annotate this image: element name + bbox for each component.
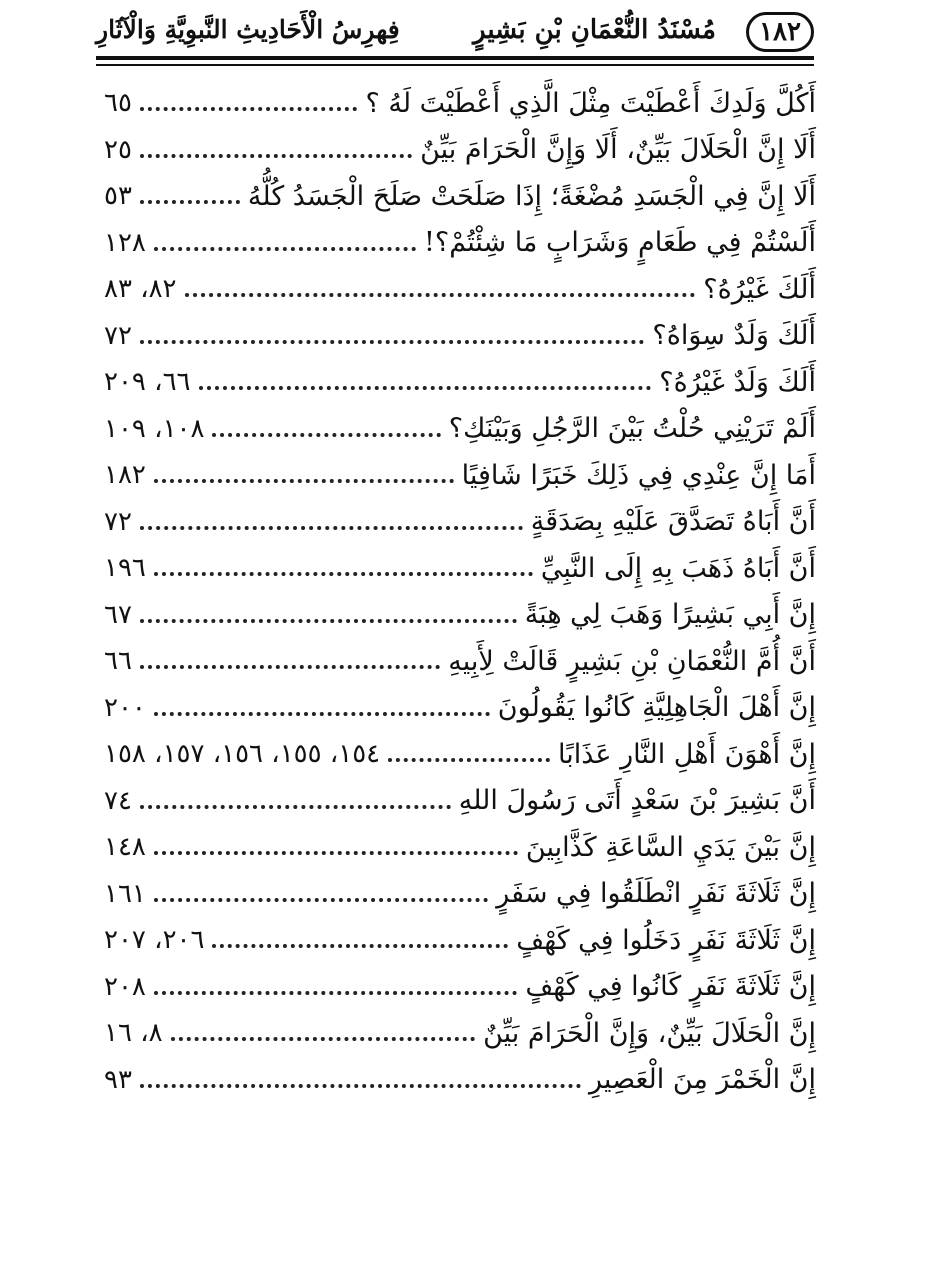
dot-leader bbox=[140, 1084, 581, 1088]
index-entry bbox=[104, 778, 816, 825]
index-entry bbox=[104, 1010, 816, 1057]
dot-leader bbox=[199, 386, 652, 390]
header-rule-thin bbox=[96, 64, 814, 66]
index-entry bbox=[104, 871, 816, 918]
entry-text: أَنَّ أَبَاهُ ذَهَبَ بِهِ إِلَى النَّبِيِّ bbox=[540, 552, 816, 584]
index-entry bbox=[104, 452, 816, 499]
entry-pages: ٥٣ bbox=[104, 181, 132, 212]
index-entry bbox=[104, 173, 816, 220]
dot-leader bbox=[140, 154, 412, 158]
entry-text: أَنَّ بَشِيرَ بْنَ سَعْدٍ أَتَى رَسُولَ اللهِ bbox=[458, 785, 816, 817]
dot-leader bbox=[140, 619, 517, 623]
index-entry bbox=[104, 685, 816, 732]
dot-leader bbox=[140, 665, 440, 669]
entry-pages: ١٨٢ bbox=[104, 460, 146, 491]
dot-leader bbox=[140, 805, 451, 809]
entry-text: أَلَكَ وَلَدٌ غَيْرُهُ؟ bbox=[659, 366, 816, 398]
dot-leader bbox=[171, 1037, 476, 1041]
index-title: فِهرِسُ الْأَحَادِيثِ النَّبوِيَّةِ وَالْآثَارِ bbox=[96, 15, 400, 44]
dot-leader bbox=[154, 479, 454, 483]
entry-pages: ٦٦ bbox=[104, 646, 132, 677]
dot-leader bbox=[154, 898, 488, 902]
page-header bbox=[96, 8, 814, 56]
entry-pages: ١٦١ bbox=[104, 878, 146, 909]
entry-text: أَكُلَّ وَلَدِكَ أَعْطَيْتَ مِثْلَ الَّذِي أَعْطَيْتَ لَهُ ؟ bbox=[365, 87, 816, 119]
dot-leader bbox=[140, 107, 358, 111]
index-entry bbox=[104, 824, 816, 871]
dot-leader bbox=[140, 526, 523, 530]
index-entry bbox=[104, 917, 816, 964]
index-entry bbox=[104, 313, 816, 360]
entry-text: أَلَا إِنَّ فِي الْجَسَدِ مُضْغَةً؛ إِذَا صَلَحَتْ صَلَحَ الْجَسَدُ كُلُّهُ bbox=[247, 180, 816, 212]
entry-text: إِنَّ الْخَمْرَ مِنَ الْعَصِيرِ bbox=[589, 1064, 816, 1096]
header-rule-thick bbox=[96, 56, 814, 60]
dot-leader bbox=[140, 200, 240, 204]
entry-pages: ٢٥ bbox=[104, 134, 132, 165]
entry-text: أَنَّ أَبَاهُ تَصَدَّقَ عَلَيْهِ بِصَدَقَةٍ bbox=[530, 506, 816, 538]
index-entry bbox=[104, 545, 816, 592]
entry-pages: ٦٦، ٢٠٩ bbox=[104, 367, 191, 398]
index-entry bbox=[104, 592, 816, 639]
entry-pages: ٧٤ bbox=[104, 785, 132, 816]
dot-leader bbox=[388, 758, 550, 762]
entry-pages: ٦٥ bbox=[104, 88, 132, 119]
index-entry bbox=[104, 964, 816, 1011]
entry-text: إِنَّ أَهْلَ الْجَاهِلِيَّةِ كَانُوا يَقُولُونَ bbox=[497, 692, 816, 724]
dot-leader bbox=[154, 991, 517, 995]
entry-pages: ٢٠٦، ٢٠٧ bbox=[104, 925, 205, 956]
entry-pages: ٨٢، ٨٣ bbox=[104, 274, 177, 305]
running-head: مُسْنَدُ النُّعْمَانِ بْنِ بَشِيرٍ bbox=[472, 15, 716, 45]
index-entry bbox=[104, 499, 816, 546]
entry-pages: ٧٢ bbox=[104, 320, 132, 351]
dot-leader bbox=[154, 712, 490, 716]
entry-pages: ١٢٨ bbox=[104, 227, 146, 258]
entry-text: أَنَّ أُمَّ النُّعْمَانِ بْنِ بَشِيرٍ قَالَتْ لِأَبِيهِ bbox=[448, 645, 816, 677]
index-entry bbox=[104, 1057, 816, 1104]
entry-pages: ١٠٨، ١٠٩ bbox=[104, 413, 205, 444]
entry-pages: ١٥٤، ١٥٥، ١٥٦، ١٥٧، ١٥٨ bbox=[104, 739, 381, 770]
index-entry bbox=[104, 638, 816, 685]
entry-text: أَلَكَ وَلَدٌ سِوَاهُ؟ bbox=[652, 320, 816, 352]
entry-pages: ٧٢ bbox=[104, 506, 132, 537]
entry-text: إِنَّ ثَلَاثَةَ نَفَرٍ انْطَلَقُوا فِي سَفَرٍ bbox=[496, 878, 816, 910]
index-entry bbox=[104, 220, 816, 267]
entry-text: أَلَا إِنَّ الْحَلَالَ بَيِّنٌ، أَلَا وَإِنَّ الْحَرَامَ بَيِّنٌ bbox=[420, 134, 816, 166]
index-entry bbox=[104, 266, 816, 313]
entry-text: أَمَا إِنَّ عِنْدِي فِي ذَلِكَ خَبَرًا شَافِيًا bbox=[461, 459, 816, 491]
entry-text: إِنَّ بَيْنَ يَدَيِ السَّاعَةِ كَذَّابِينَ bbox=[525, 831, 816, 863]
dot-leader bbox=[154, 572, 533, 576]
entry-text: إِنَّ ثَلَاثَةَ نَفَرٍ دَخَلُوا فِي كَهْفٍ bbox=[516, 924, 816, 956]
dot-leader bbox=[185, 293, 696, 297]
dot-leader bbox=[154, 247, 416, 251]
entry-pages: ٨، ١٦ bbox=[104, 1018, 163, 1049]
page-number: ١٨٢ bbox=[746, 12, 814, 52]
entry-text: إِنَّ أَبِي بَشِيرًا وَهَبَ لِي هِبَةً bbox=[524, 599, 816, 631]
entry-pages: ٦٧ bbox=[104, 599, 132, 630]
index-entry bbox=[104, 406, 816, 453]
entry-pages: ١٤٨ bbox=[104, 832, 146, 863]
dot-leader bbox=[212, 433, 440, 437]
entry-text: إِنَّ ثَلَاثَةَ نَفَرٍ كَانُوا فِي كَهْفٍ bbox=[525, 971, 816, 1003]
index-entry bbox=[104, 127, 816, 174]
entry-text: إِنَّ الْحَلَالَ بَيِّنٌ، وَإِنَّ الْحَرَامَ بَيِّنٌ bbox=[483, 1017, 816, 1049]
entry-pages: ٢٠٨ bbox=[104, 971, 146, 1002]
entry-pages: ١٩٦ bbox=[104, 553, 146, 584]
dot-leader bbox=[154, 851, 518, 855]
entry-text: أَلَمْ تَرَيْنِي حُلْتُ بَيْنَ الرَّجُلِ وَبَيْنَكِ؟ bbox=[448, 413, 816, 445]
dot-leader bbox=[212, 944, 508, 948]
index-list bbox=[104, 80, 816, 1103]
entry-text: أَلَسْتُمْ فِي طَعَامٍ وَشَرَابٍ مَا شِئْتُمْ؟! bbox=[424, 227, 816, 259]
index-entry bbox=[104, 731, 816, 778]
entry-pages: ٢٠٠ bbox=[104, 692, 146, 723]
dot-leader bbox=[140, 340, 644, 344]
index-entry bbox=[104, 80, 816, 127]
entry-pages: ٩٣ bbox=[104, 1064, 132, 1095]
entry-text: إِنَّ أَهْوَنَ أَهْلِ النَّارِ عَذَابًا bbox=[557, 738, 816, 770]
index-entry bbox=[104, 359, 816, 406]
entry-text: أَلَكَ غَيْرُهُ؟ bbox=[703, 273, 816, 305]
